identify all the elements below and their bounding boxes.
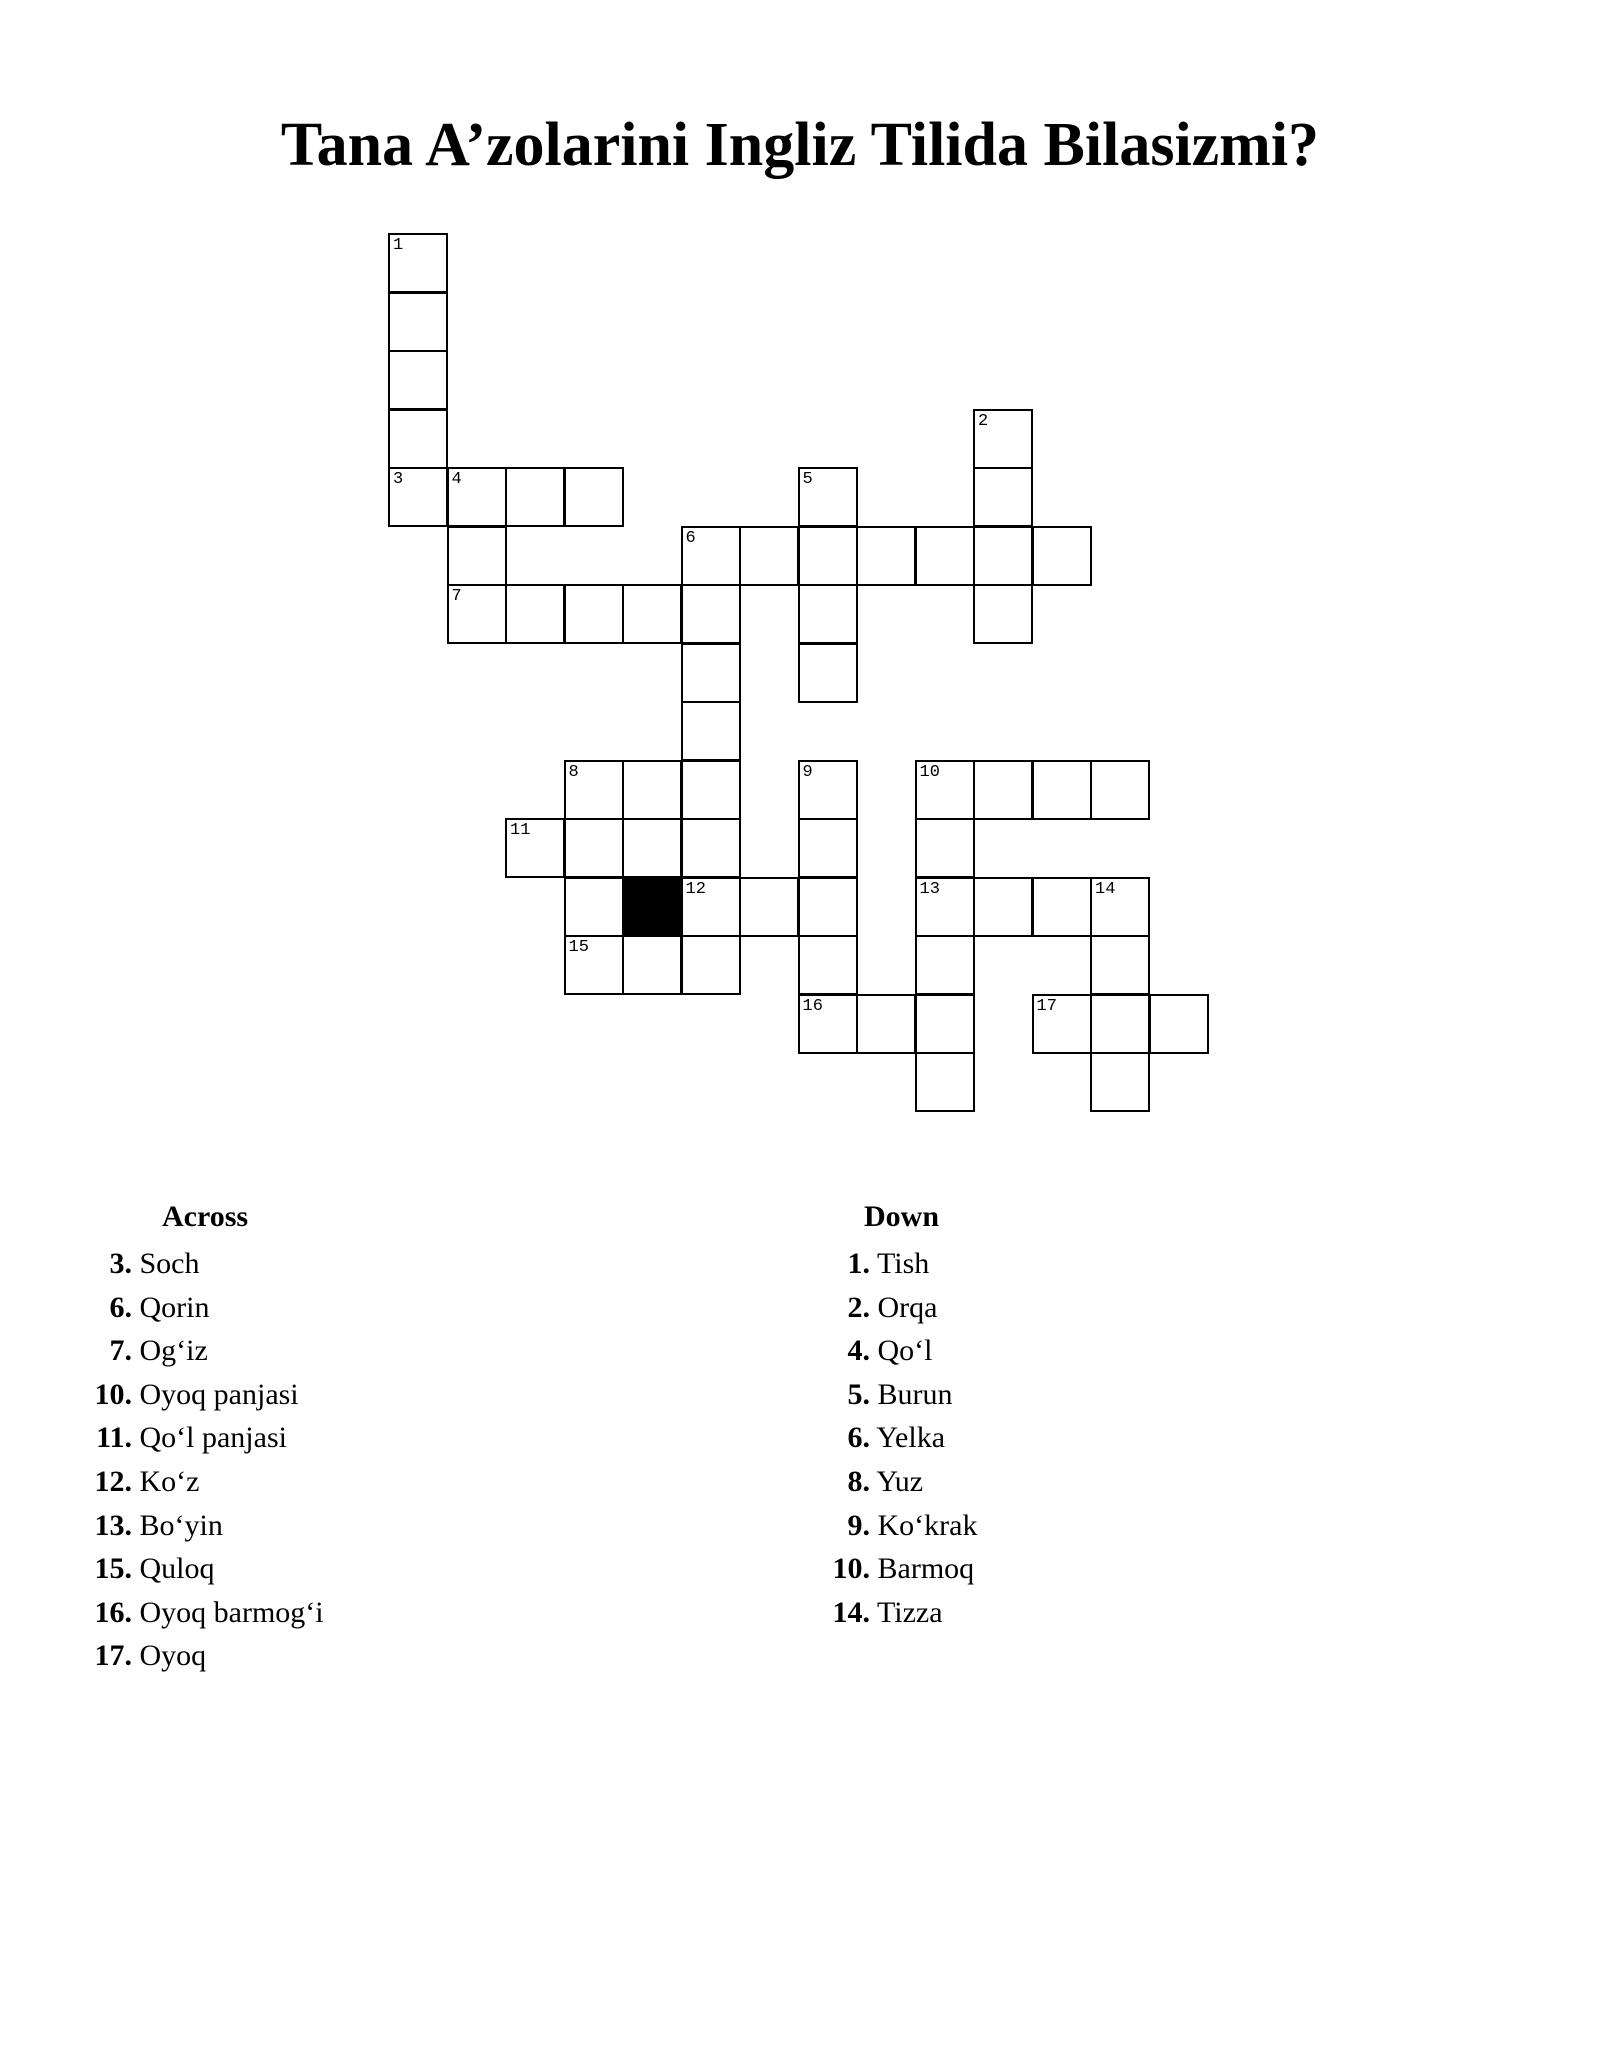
cell-number: 1 xyxy=(393,236,404,255)
grid-cell[interactable] xyxy=(681,584,741,644)
down-clue xyxy=(818,1591,977,1635)
across-heading: Across xyxy=(162,1200,249,1233)
across-clue xyxy=(80,1416,324,1460)
grid-cell[interactable] xyxy=(564,760,624,820)
clue-text: Qo‘l panjasi xyxy=(139,1421,287,1455)
clue-text: Oyoq xyxy=(139,1639,207,1673)
clue-number: 5. xyxy=(847,1377,870,1411)
clue-number: 1. xyxy=(847,1247,870,1280)
down-clue xyxy=(818,1504,977,1548)
clue-text: Oyoq barmog‘i xyxy=(139,1595,324,1629)
cell-number: 10 xyxy=(919,762,940,782)
grid-cell[interactable] xyxy=(1149,994,1209,1054)
clue-text: Burun xyxy=(877,1377,953,1411)
cell-number: 13 xyxy=(919,879,940,899)
grid-cell[interactable] xyxy=(1032,877,1092,937)
down-clue xyxy=(818,1547,977,1591)
grid-cell[interactable] xyxy=(564,935,624,995)
grid-cell[interactable] xyxy=(1032,526,1092,586)
grid-cell[interactable] xyxy=(564,818,624,878)
grid-cell[interactable] xyxy=(915,1052,975,1112)
clue-number: 7. xyxy=(109,1334,132,1368)
grid-cell[interactable] xyxy=(915,935,975,995)
down-clue-list xyxy=(818,1242,977,1634)
across-clue xyxy=(80,1547,324,1591)
clue-number: 15. xyxy=(94,1552,132,1586)
cell-number: 6 xyxy=(685,528,696,548)
clue-number: 9. xyxy=(847,1508,870,1542)
grid-cell[interactable] xyxy=(388,467,448,527)
down-heading: Down xyxy=(864,1200,940,1233)
cell-number: 12 xyxy=(685,879,706,899)
cell-number: 9 xyxy=(802,762,813,782)
clue-text: Barmoq xyxy=(877,1552,975,1586)
across-clues xyxy=(80,1200,324,1678)
grid-cell[interactable] xyxy=(505,467,565,527)
clue-text: Tish xyxy=(876,1247,930,1280)
cell-number: 16 xyxy=(802,996,823,1016)
grid-cell[interactable] xyxy=(973,584,1033,644)
grid-cell[interactable] xyxy=(739,877,799,937)
grid-cell[interactable] xyxy=(973,760,1033,820)
grid-cell[interactable] xyxy=(681,877,741,937)
grid-cell[interactable] xyxy=(798,584,858,644)
grid-cell[interactable] xyxy=(447,584,507,644)
clue-text: Yuz xyxy=(876,1464,924,1498)
grid-cell[interactable] xyxy=(564,584,624,644)
clue-number: 12. xyxy=(94,1464,132,1498)
clue-text: Yelka xyxy=(876,1421,946,1455)
cell-number: 4 xyxy=(451,470,462,489)
grid-cell[interactable] xyxy=(388,233,448,293)
grid-cell[interactable] xyxy=(564,467,624,527)
clue-number: 11. xyxy=(96,1421,132,1455)
grid-cell[interactable] xyxy=(1032,994,1092,1054)
grid-cell[interactable] xyxy=(1090,994,1150,1054)
clue-number: 10. xyxy=(832,1552,870,1586)
clue-number: 10. xyxy=(94,1377,132,1411)
grid-cell[interactable] xyxy=(388,409,448,469)
grid-cell[interactable] xyxy=(564,877,624,937)
down-clue xyxy=(818,1460,977,1504)
across-clue-list xyxy=(80,1242,324,1678)
across-clue xyxy=(80,1329,324,1373)
grid-cell[interactable] xyxy=(681,818,741,878)
grid-cell[interactable] xyxy=(798,526,858,586)
clue-number: 6. xyxy=(109,1290,132,1324)
clue-text: Og‘iz xyxy=(139,1334,208,1368)
grid-cell[interactable] xyxy=(681,643,741,703)
across-clue xyxy=(80,1591,324,1635)
grid-cell[interactable] xyxy=(681,935,741,995)
grid-cell[interactable] xyxy=(915,877,975,937)
cell-number: 14 xyxy=(1095,879,1116,899)
grid-cell[interactable] xyxy=(739,526,799,586)
clue-text: Qorin xyxy=(139,1290,210,1324)
grid-cell[interactable] xyxy=(388,292,448,352)
grid-cell[interactable] xyxy=(856,526,916,586)
across-clue xyxy=(80,1634,324,1678)
clue-text: Soch xyxy=(139,1247,200,1280)
grid-cell[interactable] xyxy=(915,818,975,878)
clue-number: 6. xyxy=(847,1421,870,1455)
cell-number: 8 xyxy=(568,762,579,782)
grid-cell[interactable] xyxy=(388,350,448,410)
clue-number: 13. xyxy=(94,1508,132,1542)
across-clue xyxy=(80,1373,324,1417)
grid-cell[interactable] xyxy=(973,409,1033,469)
grid-cell[interactable] xyxy=(1090,935,1150,995)
grid-cell[interactable] xyxy=(798,935,858,995)
grid-cell[interactable] xyxy=(505,818,565,878)
cell-number: 5 xyxy=(802,470,813,489)
clue-text: Ko‘z xyxy=(139,1464,200,1498)
grid-cell[interactable] xyxy=(622,584,682,644)
clue-number: 16. xyxy=(94,1595,132,1629)
down-clue xyxy=(818,1242,977,1286)
clue-number: 3. xyxy=(109,1247,132,1280)
grid-cell[interactable] xyxy=(447,526,507,586)
grid-cell[interactable] xyxy=(1090,877,1150,937)
grid-cell[interactable] xyxy=(681,701,741,761)
grid-cell[interactable] xyxy=(681,760,741,820)
clue-text: Oyoq panjasi xyxy=(139,1377,299,1411)
grid-cell[interactable] xyxy=(798,994,858,1054)
grid-cell[interactable] xyxy=(622,935,682,995)
down-clue xyxy=(818,1286,977,1330)
grid-cell[interactable] xyxy=(915,760,975,820)
grid-cell[interactable] xyxy=(798,760,858,820)
clue-number: 8. xyxy=(847,1464,870,1498)
clue-number: 17. xyxy=(94,1639,132,1673)
clue-text: Tizza xyxy=(876,1595,943,1629)
down-clues xyxy=(818,1200,977,1634)
cell-number: 11 xyxy=(510,821,531,840)
across-clue xyxy=(80,1504,324,1548)
cell-number: 2 xyxy=(978,411,989,431)
down-clue xyxy=(818,1416,977,1460)
clue-text: Quloq xyxy=(139,1552,215,1586)
grid-cell[interactable] xyxy=(622,760,682,820)
cell-number: 3 xyxy=(393,470,404,489)
cell-number: 17 xyxy=(1036,996,1057,1016)
grid-cell[interactable] xyxy=(915,526,975,586)
grid-cell[interactable] xyxy=(973,877,1033,937)
grid-cell[interactable] xyxy=(1090,760,1150,820)
across-clue xyxy=(80,1242,324,1286)
grid-cell[interactable] xyxy=(798,467,858,527)
grid-cell[interactable] xyxy=(505,584,565,644)
clue-text: Qo‘l xyxy=(877,1334,933,1368)
clue-number: 2. xyxy=(847,1290,870,1324)
down-clue xyxy=(818,1329,977,1373)
grid-cell[interactable] xyxy=(798,818,858,878)
down-clue xyxy=(818,1373,977,1417)
grid-cell[interactable] xyxy=(1032,760,1092,820)
grid-cell[interactable] xyxy=(973,526,1033,586)
page-title: Tana A’zolarini Ingliz Tilida Bilasizmi? xyxy=(280,111,1320,179)
grid-cell[interactable] xyxy=(798,643,858,703)
grid-cell[interactable] xyxy=(447,467,507,527)
grid-cell[interactable] xyxy=(915,994,975,1054)
grid-cell[interactable] xyxy=(622,818,682,878)
grid-cell[interactable] xyxy=(1090,1052,1150,1112)
across-clue xyxy=(80,1460,324,1504)
cell-number: 15 xyxy=(568,938,589,957)
clue-number: 4. xyxy=(847,1334,870,1368)
grid-cell[interactable] xyxy=(681,526,741,586)
black-cell xyxy=(622,877,682,937)
clue-text: Orqa xyxy=(877,1290,938,1324)
across-clue xyxy=(80,1286,324,1330)
grid-cell[interactable] xyxy=(973,467,1033,527)
grid-cell[interactable] xyxy=(856,994,916,1054)
grid-cell[interactable] xyxy=(798,877,858,937)
cell-number: 7 xyxy=(451,587,462,606)
clue-text: Bo‘yin xyxy=(139,1508,223,1542)
clue-text: Ko‘krak xyxy=(877,1508,978,1542)
clue-number: 14. xyxy=(832,1595,870,1629)
